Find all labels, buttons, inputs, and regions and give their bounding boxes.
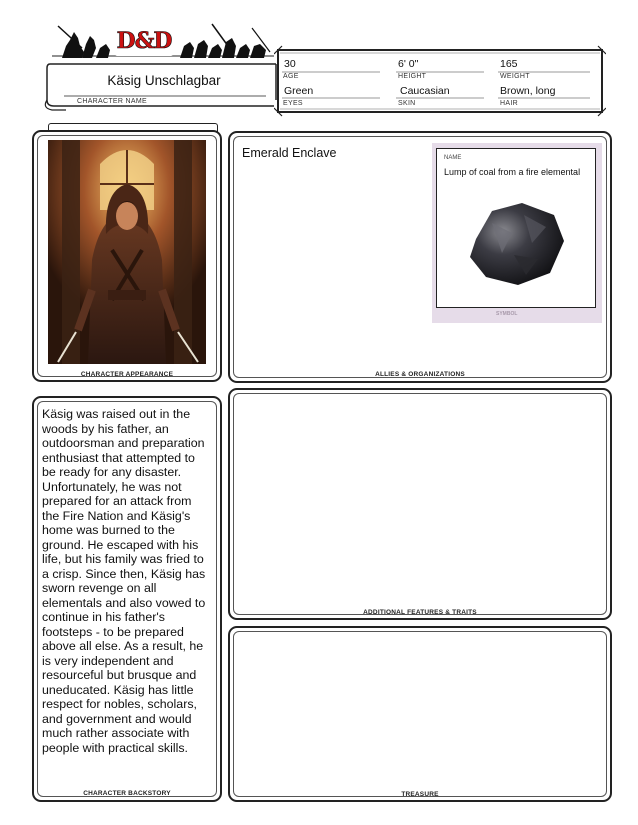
dnd-logo-icon (114, 28, 174, 56)
features-caption: ADDITIONAL FEATURES & TRAITS (363, 609, 477, 616)
treasure-caption: TREASURE (401, 791, 439, 798)
character-appearance-panel (32, 130, 222, 382)
coal-lump-image (462, 193, 572, 293)
symbol-name-label: NAME (444, 155, 462, 161)
age-value[interactable]: 30 (284, 58, 296, 70)
additional-features-panel (228, 388, 612, 620)
details-box (274, 44, 606, 118)
appearance-caption: CHARACTER APPEARANCE (80, 371, 174, 378)
height-label: HEIGHT (398, 73, 427, 80)
dnd-logo-text: D&D (116, 28, 172, 54)
allies-organizations-panel (228, 131, 612, 383)
hooded-figure-portrait (48, 140, 206, 364)
backstory-text[interactable]: Käsig was raised out in the woods by his father, an outdoorsman and preparation enthusiast that attempted to be ready for any disaster. Unfortunately, he was not prepared for an attack from the Fire Nation and Käsig's home was burned to the ground. He escaped with his life, but his family was fried to a crisp. Since then, Käsig has sworn revenge on all elementals and also vowed to continue in his father's footsteps - to be prepared above all else. As a result, he is very independent and resourceful but brusque and uneducated. Käsig has little respect for nobles, scholars, and government and would much rather associate with people with practical skills. (42, 407, 206, 755)
character-name-scroll (44, 56, 284, 114)
hair-value[interactable]: Brown, long (500, 85, 556, 97)
hair-label: HAIR (500, 100, 518, 107)
skin-value[interactable]: Caucasian (400, 85, 450, 97)
skin-label: SKIN (398, 100, 416, 107)
allies-caption: ALLIES & ORGANIZATIONS (375, 371, 465, 378)
character-name-label: CHARACTER NAME (77, 98, 147, 105)
character-name-value[interactable]: Käsig Unschlagbar (107, 73, 221, 88)
weight-value[interactable]: 165 (500, 58, 518, 70)
height-value[interactable]: 6' 0" (398, 58, 419, 70)
symbol-footer: SYMBOL (496, 311, 518, 317)
treasure-panel (228, 626, 612, 802)
age-label: AGE (283, 73, 299, 80)
eyes-label: EYES (283, 100, 303, 107)
symbol-card (432, 143, 602, 323)
symbol-name-value[interactable]: Lump of coal from a fire elemental (444, 167, 581, 177)
allies-text[interactable]: Emerald Enclave (242, 146, 337, 160)
eyes-value[interactable]: Green (284, 85, 314, 97)
backstory-caption: CHARACTER BACKSTORY (83, 790, 171, 797)
weight-label: WEIGHT (500, 73, 530, 80)
